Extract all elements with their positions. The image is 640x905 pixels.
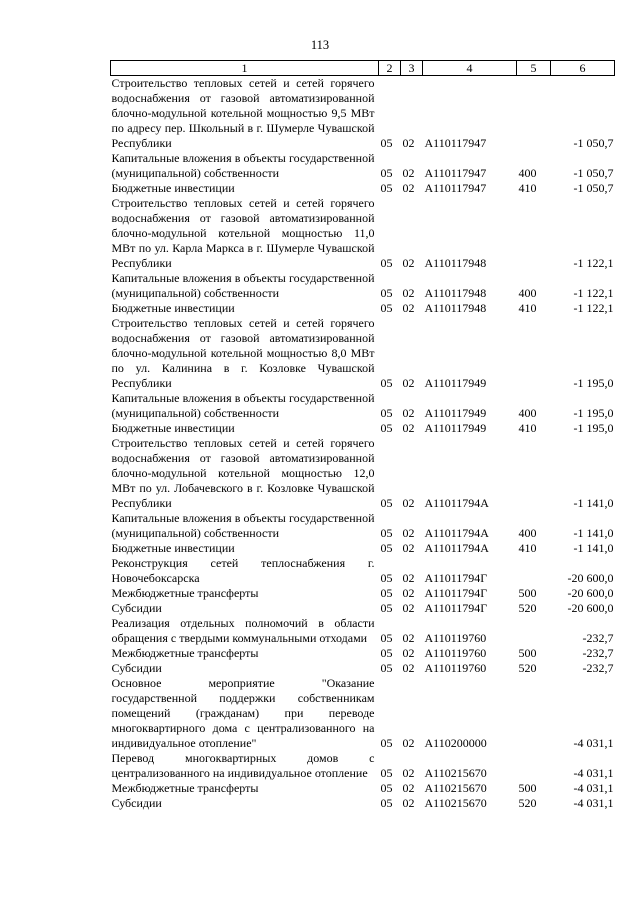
row-section: 05 <box>380 586 393 600</box>
row-amount: -232,7 <box>582 631 614 645</box>
row-target-article: A11011794A <box>424 541 489 555</box>
row-name: Строительство тепловых сетей и сетей горячего водоснабжения от газовой автоматизированной блочно-модульной котельной мощностью 9,5 МВт по адресу пер. Школьный в г. Шумерле Чувашской Республики <box>111 76 375 150</box>
row-subsection: 02 <box>402 646 415 660</box>
row-name: Основное мероприятие "Оказание государственной поддержки собственникам помещений (гражданам) при переводе многоквартирного дома с централизованного на индивидуальное отопление" <box>111 676 375 750</box>
row-target-article: A110119760 <box>424 631 487 645</box>
row-subsection: 02 <box>402 526 415 540</box>
row-amount: -20 600,0 <box>567 601 614 615</box>
row-name: Капитальные вложения в объекты государственной (муниципальной) собственности <box>111 271 375 300</box>
row-section: 05 <box>380 601 393 615</box>
header-col-2: 2 <box>379 61 401 76</box>
row-amount: -1 050,7 <box>573 181 614 195</box>
row-target-article: A110117947 <box>424 166 487 180</box>
table-row <box>111 616 615 646</box>
row-name: Реализация отдельных полномочий в области обращения с твердыми коммунальными отходами <box>111 616 375 645</box>
row-name: Бюджетные инвестиции <box>111 421 235 435</box>
row-name: Капитальные вложения в объекты государственной (муниципальной) собственности <box>111 151 375 180</box>
row-subsection: 02 <box>402 586 415 600</box>
row-name: Реконструкция сетей теплоснабжения г. Новочебоксарска <box>111 556 375 585</box>
header-col-1: 1 <box>111 61 379 76</box>
row-amount: -1 122,1 <box>573 286 614 300</box>
row-expense-type <box>517 616 551 646</box>
row-expense-type: 520 <box>518 661 537 675</box>
row-amount: -1 141,0 <box>573 496 614 510</box>
row-section: 05 <box>380 661 393 675</box>
row-target-article: A11011794Г <box>424 571 488 585</box>
row-expense-type: 500 <box>518 586 537 600</box>
row-subsection: 02 <box>402 181 415 195</box>
row-amount: -1 141,0 <box>573 526 614 540</box>
budget-table <box>110 60 615 811</box>
row-subsection: 02 <box>402 766 415 780</box>
row-target-article: A11011794A <box>424 496 489 510</box>
row-expense-type: 410 <box>518 421 537 435</box>
row-subsection: 02 <box>402 571 415 585</box>
table-row <box>111 586 615 601</box>
row-amount: -1 195,0 <box>573 406 614 420</box>
row-subsection: 02 <box>402 781 415 795</box>
header-row <box>111 61 615 76</box>
row-expense-type: 520 <box>518 796 537 810</box>
row-amount: -20 600,0 <box>567 571 614 585</box>
table-row <box>111 151 615 181</box>
row-section: 05 <box>380 736 393 750</box>
row-name: Субсидии <box>111 661 162 675</box>
row-subsection: 02 <box>402 661 415 675</box>
row-amount: -1 195,0 <box>573 421 614 435</box>
row-name: Капитальные вложения в объекты государственной (муниципальной) собственности <box>111 391 375 420</box>
row-name: Строительство тепловых сетей и сетей горячего водоснабжения от газовой автоматизированной блочно-модульной котельной мощностью 11,0 МВт по ул. Карла Маркса в г. Шумерле Чувашской Республики <box>111 196 375 270</box>
page-number: 113 <box>310 38 330 52</box>
table-row <box>111 601 615 616</box>
row-amount: -1 050,7 <box>573 166 614 180</box>
row-target-article: A11011794Г <box>424 601 488 615</box>
row-subsection: 02 <box>402 376 415 390</box>
row-section: 05 <box>380 496 393 510</box>
row-name: Бюджетные инвестиции <box>111 181 235 195</box>
row-name: Межбюджетные трансферты <box>111 646 259 660</box>
row-section: 05 <box>380 421 393 435</box>
row-expense-type: 400 <box>518 526 537 540</box>
row-name: Бюджетные инвестиции <box>111 541 235 555</box>
row-target-article: A110117947 <box>424 136 487 150</box>
row-expense-type: 410 <box>518 541 537 555</box>
row-target-article: A110117948 <box>424 256 487 270</box>
row-amount: -1 122,1 <box>573 256 614 270</box>
row-expense-type: 400 <box>518 286 537 300</box>
row-section: 05 <box>380 376 393 390</box>
table-row <box>111 421 615 436</box>
row-expense-type: 400 <box>518 166 537 180</box>
row-name: Капитальные вложения в объекты государственной (муниципальной) собственности <box>111 511 375 540</box>
table-row <box>111 751 615 781</box>
table-row <box>111 271 615 301</box>
row-name: Строительство тепловых сетей и сетей горячего водоснабжения от газовой автоматизированной блочно-модульной котельной мощностью 12,0 МВт по ул. Лобачевского в г. Козловке Чувашской Республики <box>111 436 375 510</box>
row-subsection: 02 <box>402 601 415 615</box>
table-header <box>111 61 615 76</box>
row-section: 05 <box>380 571 393 585</box>
row-section: 05 <box>380 286 393 300</box>
row-section: 05 <box>380 781 393 795</box>
row-section: 05 <box>380 646 393 660</box>
row-amount: -20 600,0 <box>567 586 614 600</box>
header-col-6: 6 <box>551 61 615 76</box>
row-section: 05 <box>380 136 393 150</box>
row-target-article: A110117948 <box>424 301 487 315</box>
row-target-article: A110215670 <box>424 766 487 780</box>
row-amount: -232,7 <box>582 661 614 675</box>
row-amount: -4 031,1 <box>573 796 614 810</box>
row-expense-type <box>517 196 551 271</box>
row-subsection: 02 <box>402 541 415 555</box>
row-expense-type: 410 <box>518 301 537 315</box>
table-row <box>111 781 615 796</box>
row-section: 05 <box>380 541 393 555</box>
header-col-3: 3 <box>401 61 423 76</box>
row-subsection: 02 <box>402 406 415 420</box>
table-row <box>111 556 615 586</box>
row-target-article: A110215670 <box>424 796 487 810</box>
table-row <box>111 196 615 271</box>
row-subsection: 02 <box>402 736 415 750</box>
row-target-article: A110117947 <box>424 181 487 195</box>
row-amount: -4 031,1 <box>573 736 614 750</box>
row-expense-type: 400 <box>518 406 537 420</box>
row-name: Перевод многоквартирных домов с централизованного на индивидуальное отопление <box>111 751 375 780</box>
table-row <box>111 676 615 751</box>
row-section: 05 <box>380 796 393 810</box>
row-section: 05 <box>380 181 393 195</box>
row-expense-type: 410 <box>518 181 537 195</box>
row-section: 05 <box>380 631 393 645</box>
row-amount: -4 031,1 <box>573 781 614 795</box>
row-subsection: 02 <box>402 286 415 300</box>
row-target-article: A110119760 <box>424 661 487 675</box>
table-row <box>111 436 615 511</box>
row-subsection: 02 <box>402 301 415 315</box>
row-expense-type <box>517 316 551 391</box>
header-col-4: 4 <box>423 61 517 76</box>
table-row <box>111 661 615 676</box>
row-expense-type <box>517 436 551 511</box>
row-subsection: 02 <box>402 421 415 435</box>
row-section: 05 <box>380 766 393 780</box>
row-name: Субсидии <box>111 796 162 810</box>
table-body <box>111 76 615 812</box>
row-expense-type <box>517 76 551 152</box>
row-section: 05 <box>380 301 393 315</box>
header-col-5: 5 <box>517 61 551 76</box>
row-target-article: A110200000 <box>424 736 487 750</box>
row-subsection: 02 <box>402 136 415 150</box>
row-name: Строительство тепловых сетей и сетей горячего водоснабжения от газовой автоматизированной блочно-модульной котельной мощностью 8,0 МВт по ул. Калинина в г. Козловке Чувашской Республики <box>111 316 375 390</box>
row-name: Межбюджетные трансферты <box>111 586 259 600</box>
row-subsection: 02 <box>402 631 415 645</box>
row-target-article: A110117949 <box>424 406 487 420</box>
row-expense-type: 500 <box>518 781 537 795</box>
table-row <box>111 76 615 152</box>
row-subsection: 02 <box>402 796 415 810</box>
row-target-article: A110119760 <box>424 646 487 660</box>
row-amount: -1 122,1 <box>573 301 614 315</box>
row-target-article: A110117949 <box>424 376 487 390</box>
row-subsection: 02 <box>402 166 415 180</box>
row-expense-type <box>517 751 551 781</box>
row-section: 05 <box>380 166 393 180</box>
table-row <box>111 316 615 391</box>
row-expense-type: 520 <box>518 601 537 615</box>
row-amount: -1 141,0 <box>573 541 614 555</box>
table-row <box>111 511 615 541</box>
table-row <box>111 541 615 556</box>
row-expense-type <box>517 556 551 586</box>
row-expense-type: 500 <box>518 646 537 660</box>
row-name: Субсидии <box>111 601 162 615</box>
table-row <box>111 181 615 196</box>
table-row <box>111 301 615 316</box>
row-amount: -4 031,1 <box>573 766 614 780</box>
table-row <box>111 796 615 811</box>
row-section: 05 <box>380 256 393 270</box>
row-section: 05 <box>380 406 393 420</box>
table-row <box>111 391 615 421</box>
row-name: Бюджетные инвестиции <box>111 301 235 315</box>
row-target-article: A110215670 <box>424 781 487 795</box>
row-amount: -232,7 <box>582 646 614 660</box>
row-amount: -1 050,7 <box>573 136 614 150</box>
row-target-article: A11011794Г <box>424 586 488 600</box>
row-target-article: A11011794A <box>424 526 489 540</box>
row-section: 05 <box>380 526 393 540</box>
row-target-article: A110117949 <box>424 421 487 435</box>
row-name: Межбюджетные трансферты <box>111 781 259 795</box>
row-subsection: 02 <box>402 496 415 510</box>
row-amount: -1 195,0 <box>573 376 614 390</box>
row-expense-type <box>517 676 551 751</box>
table-row <box>111 646 615 661</box>
row-target-article: A110117948 <box>424 286 487 300</box>
row-subsection: 02 <box>402 256 415 270</box>
